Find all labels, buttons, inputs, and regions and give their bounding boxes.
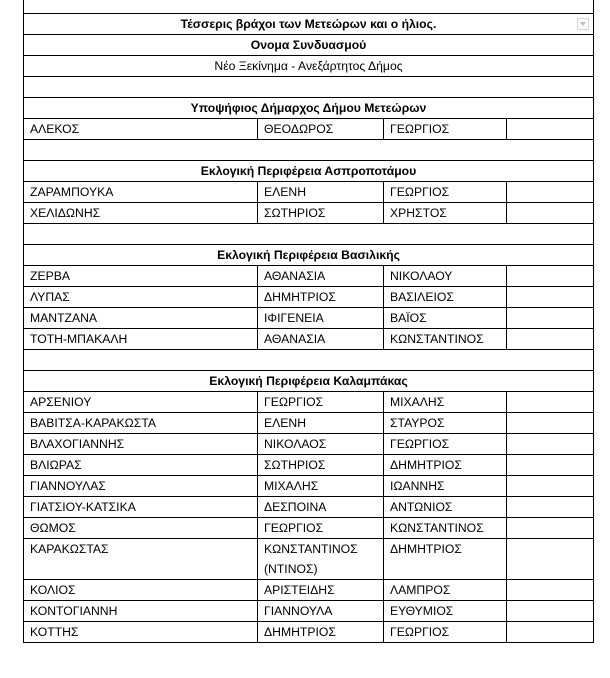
empty-cell[interactable] — [24, 350, 594, 371]
father-name-cell[interactable]: ΔΗΜΗΤΡΙΟΣ — [384, 539, 507, 580]
candidate-row — [24, 392, 594, 413]
empty-cell[interactable] — [507, 434, 594, 455]
surname-cell[interactable]: ΚΑΡΑΚΩΣΤΑΣ — [24, 539, 258, 580]
empty-cell[interactable] — [507, 539, 594, 580]
first-name-cell[interactable]: ΑΡΙΣΤΕΙΔΗΣ — [258, 580, 384, 601]
father-name-cell[interactable]: ΓΕΩΡΓΙΟΣ — [384, 434, 507, 455]
candidate-row — [24, 203, 594, 224]
father-name-cell[interactable]: ΣΤΑΥΡΟΣ — [384, 413, 507, 434]
candidate-row — [24, 266, 594, 287]
section-heading[interactable]: Εκλογική Περιφέρεια Καλαμπάκας — [24, 371, 594, 392]
empty-cell[interactable] — [507, 329, 594, 350]
surname-cell[interactable]: ΛΥΠΑΣ — [24, 287, 258, 308]
surname-cell[interactable]: ΜΑΝΤΖΑΝΑ — [24, 308, 258, 329]
combination-name[interactable]: Νέο Ξεκίνημα - Ανεξάρτητος Δήμος — [24, 56, 594, 77]
empty-cell[interactable] — [507, 392, 594, 413]
surname-cell[interactable]: ΑΛΕΚΟΣ — [24, 119, 258, 140]
combination-label[interactable]: Ονομα Συνδυασμού — [24, 35, 594, 56]
blank-row — [24, 224, 594, 245]
section-heading-row — [24, 371, 594, 392]
first-name-cell[interactable]: ΔΗΜΗΤΡΙΟΣ — [258, 287, 384, 308]
first-name-cell[interactable]: ΓΕΩΡΓΙΟΣ — [258, 518, 384, 539]
empty-cell[interactable] — [507, 580, 594, 601]
empty-cell[interactable] — [507, 455, 594, 476]
father-name-cell[interactable]: ΚΩΝΣΤΑΝΤΙΝΟΣ — [384, 518, 507, 539]
first-name-cell[interactable]: ΔΕΣΠΟΙΝΑ — [258, 497, 384, 518]
candidate-row — [24, 119, 594, 140]
candidate-row — [24, 182, 594, 203]
father-name-cell[interactable]: ΕΥΘΥΜΙΟΣ — [384, 601, 507, 622]
candidate-row — [24, 413, 594, 434]
empty-cell[interactable] — [507, 203, 594, 224]
father-name-cell[interactable]: ΓΕΩΡΓΙΟΣ — [384, 622, 507, 643]
empty-cell[interactable] — [507, 601, 594, 622]
first-name-cell[interactable]: ΓΕΩΡΓΙΟΣ — [258, 392, 384, 413]
candidate-row — [24, 308, 594, 329]
first-name-cell[interactable]: ΜΙΧΑΛΗΣ — [258, 476, 384, 497]
empty-cell[interactable] — [507, 622, 594, 643]
first-name-cell[interactable]: ΕΛΕΝΗ — [258, 182, 384, 203]
dropdown-arrow-icon[interactable] — [577, 18, 589, 30]
sheet-title: Τέσσερις βράχοι των Μετεώρων και ο ήλιος. — [180, 17, 437, 31]
title-row — [24, 14, 594, 35]
blank-row — [24, 140, 594, 161]
surname-cell[interactable]: ΚΟΤΤΗΣ — [24, 622, 258, 643]
first-name-cell[interactable]: ΑΘΑΝΑΣΙΑ — [258, 266, 384, 287]
father-name-cell[interactable]: ΜΙΧΑΛΗΣ — [384, 392, 507, 413]
surname-cell[interactable]: ΒΛΑΧΟΓΙΑΝΝΗΣ — [24, 434, 258, 455]
section-heading[interactable]: Εκλογική Περιφέρεια Ασπροποτάμου — [24, 161, 594, 182]
section-heading[interactable]: Εκλογική Περιφέρεια Βασιλικής — [24, 245, 594, 266]
first-name-cell[interactable]: ΣΩΤΗΡΙΟΣ — [258, 455, 384, 476]
surname-cell[interactable]: ΖΑΡΑΜΠΟΥΚΑ — [24, 182, 258, 203]
father-name-cell[interactable]: ΔΗΜΗΤΡΙΟΣ — [384, 455, 507, 476]
father-name-cell[interactable]: ΒΑΪΟΣ — [384, 308, 507, 329]
candidate-row — [24, 455, 594, 476]
father-name-cell[interactable]: ΚΩΝΣΤΑΝΤΙΝΟΣ — [384, 329, 507, 350]
empty-cell[interactable] — [507, 119, 594, 140]
first-name-cell[interactable]: ΑΘΑΝΑΣΙΑ — [258, 329, 384, 350]
empty-cell[interactable] — [507, 182, 594, 203]
father-name-cell[interactable]: ΙΩΑΝΝΗΣ — [384, 476, 507, 497]
empty-cell[interactable] — [507, 497, 594, 518]
surname-cell[interactable]: ΑΡΣΕΝΙΟΥ — [24, 392, 258, 413]
empty-cell[interactable] — [507, 476, 594, 497]
empty-cell[interactable] — [24, 77, 594, 98]
first-name-cell[interactable]: ΕΛΕΝΗ — [258, 413, 384, 434]
surname-cell[interactable]: ΓΙΑΝΝΟΥΛΑΣ — [24, 476, 258, 497]
surname-cell[interactable]: ΚΟΛΙΟΣ — [24, 580, 258, 601]
candidate-row — [24, 287, 594, 308]
section-heading-row — [24, 161, 594, 182]
father-name-cell[interactable]: ΛΑΜΠΡΟΣ — [384, 580, 507, 601]
father-name-cell[interactable]: ΒΑΣΙΛΕΙΟΣ — [384, 287, 507, 308]
surname-cell[interactable]: ΓΙΑΤΣΙΟΥ-ΚΑΤΣΙΚΑ — [24, 497, 258, 518]
first-name-cell[interactable]: ΘΕΟΔΩΡΟΣ — [258, 119, 384, 140]
candidate-row — [24, 622, 594, 643]
empty-cell[interactable] — [507, 518, 594, 539]
section-heading[interactable]: Υποψήφιος Δήμαρχος Δήμου Μετεώρων — [24, 98, 594, 119]
surname-cell[interactable]: ΒΛΙΩΡΑΣ — [24, 455, 258, 476]
candidate-row — [24, 476, 594, 497]
candidate-row — [24, 434, 594, 455]
surname-cell[interactable]: ΚΟΝΤΟΓΙΑΝΝΗ — [24, 601, 258, 622]
candidate-row — [24, 539, 594, 580]
candidate-row — [24, 601, 594, 622]
candidate-sheet — [23, 0, 594, 643]
first-name-cell[interactable]: ΣΩΤΗΡΙΟΣ — [258, 203, 384, 224]
surname-cell[interactable]: ΖΕΡΒΑ — [24, 266, 258, 287]
surname-cell[interactable]: ΧΕΛΙΔΩΝΗΣ — [24, 203, 258, 224]
candidate-row — [24, 497, 594, 518]
father-name-cell[interactable]: ΓΕΩΡΓΙΟΣ — [384, 182, 507, 203]
empty-cell[interactable] — [507, 266, 594, 287]
surname-cell[interactable]: ΘΩΜΟΣ — [24, 518, 258, 539]
title-cell[interactable] — [24, 14, 594, 35]
father-name-cell[interactable]: ΧΡΗΣΤΟΣ — [384, 203, 507, 224]
candidate-row — [24, 329, 594, 350]
section-heading-row — [24, 245, 594, 266]
father-name-cell[interactable]: ΓΕΩΡΓΙΟΣ — [384, 119, 507, 140]
empty-cell[interactable] — [24, 224, 594, 245]
empty-cell[interactable] — [24, 140, 594, 161]
candidate-row — [24, 518, 594, 539]
first-name-cell[interactable]: ΔΗΜΗΤΡΙΟΣ — [258, 622, 384, 643]
section-heading-row — [24, 98, 594, 119]
surname-cell[interactable]: ΤΟΤΗ-ΜΠΑΚΑΛΗ — [24, 329, 258, 350]
empty-cell[interactable] — [507, 413, 594, 434]
first-name-cell[interactable]: ΙΦΙΓΕΝΕΙΑ — [258, 308, 384, 329]
father-name-cell[interactable]: ΝΙΚΟΛΑΟΥ — [384, 266, 507, 287]
blank-row — [24, 77, 594, 98]
surname-cell[interactable]: ΒΑΒΙΤΣΑ-ΚΑΡΑΚΩΣΤΑ — [24, 413, 258, 434]
blank-row — [24, 0, 594, 14]
first-name-cell[interactable]: ΝΙΚΟΛΑΟΣ — [258, 434, 384, 455]
combination-name-row — [24, 56, 594, 77]
empty-cell[interactable] — [24, 0, 594, 14]
first-name-cell[interactable]: ΓΙΑΝΝΟΥΛΑ — [258, 601, 384, 622]
blank-row — [24, 350, 594, 371]
combination-label-row — [24, 35, 594, 56]
empty-cell[interactable] — [507, 308, 594, 329]
first-name-cell[interactable]: ΚΩΝΣΤΑΝΤΙΝΟΣ (ΝΤΙΝΟΣ) — [258, 539, 384, 580]
empty-cell[interactable] — [507, 287, 594, 308]
candidate-row — [24, 580, 594, 601]
father-name-cell[interactable]: ΑΝΤΩΝΙΟΣ — [384, 497, 507, 518]
